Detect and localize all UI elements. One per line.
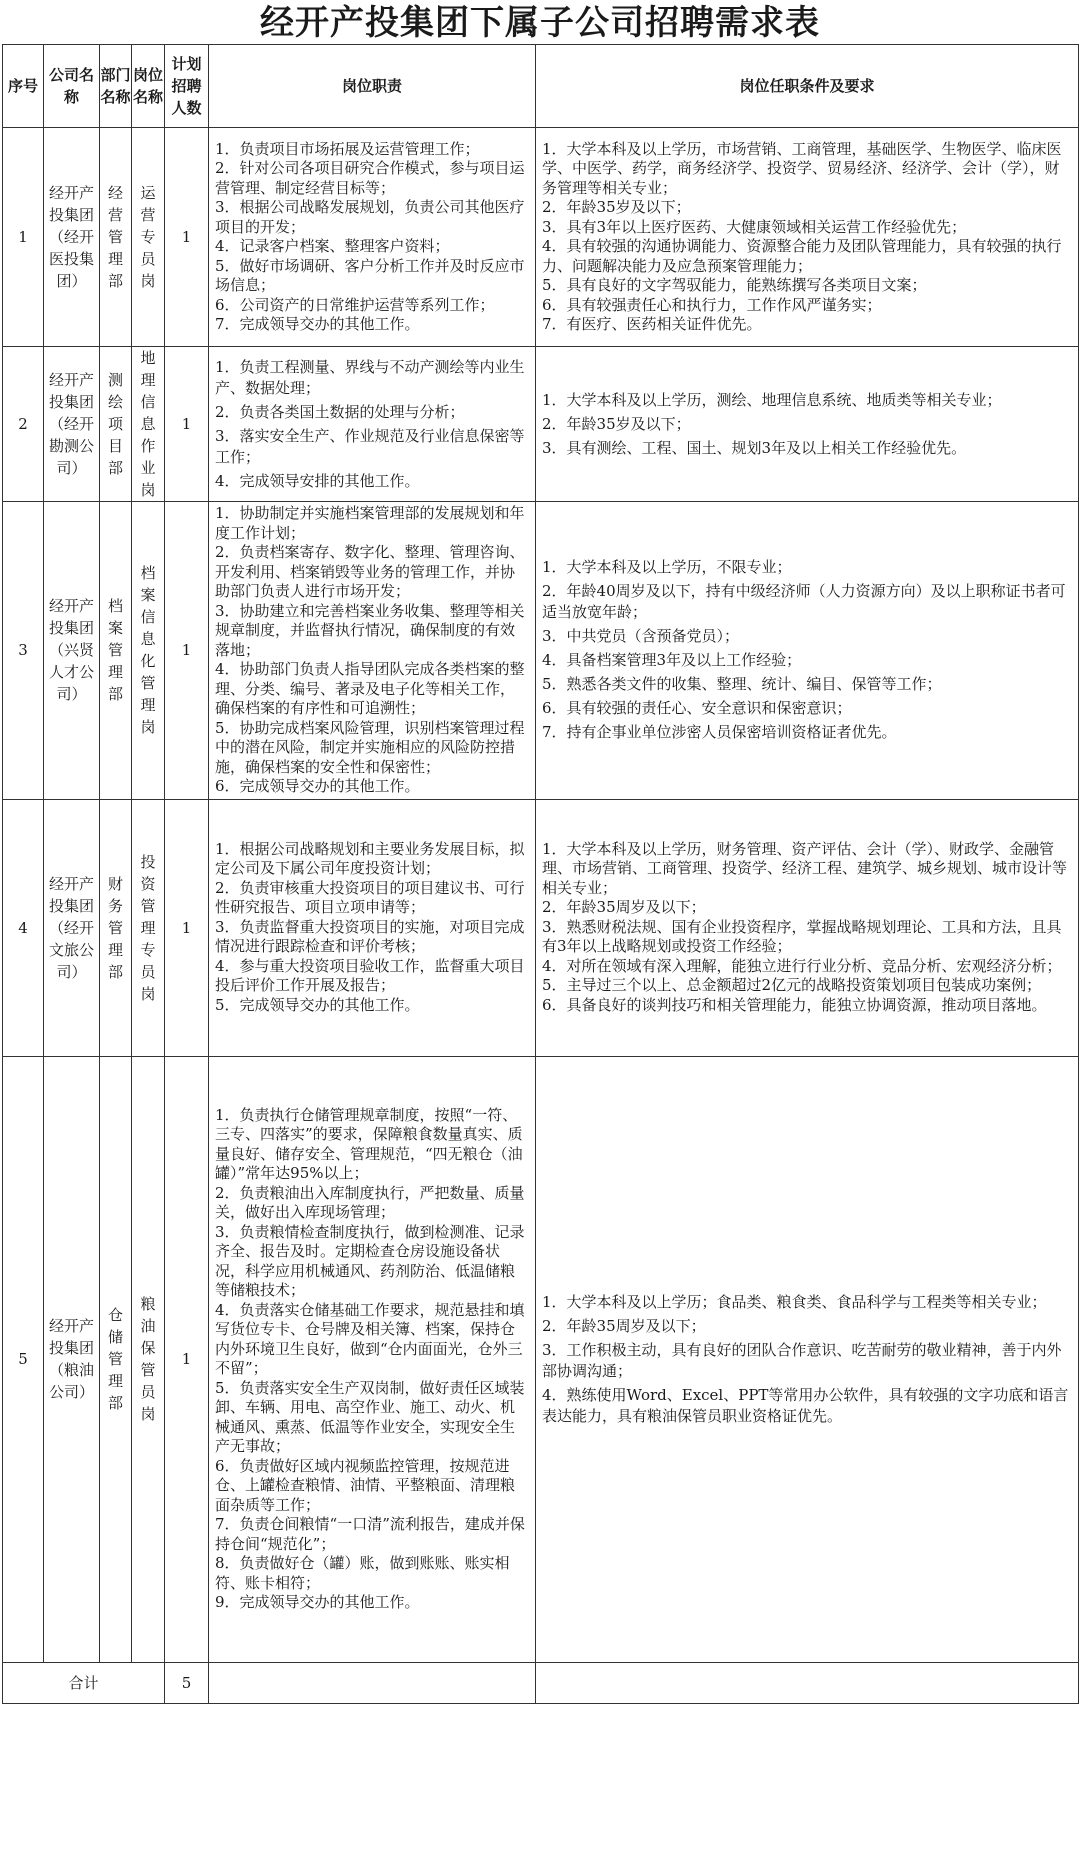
duty-item: 2．负责档案寄存、数字化、整理、管理咨询、开发利用、档案销毁等业务的管理工作，并协助部门负责人进行市场开发； [215, 543, 525, 600]
req-item: 2．年龄35岁及以下； [542, 414, 691, 433]
req-item: 5．熟悉各类文件的收集、整理、统计、编目、保管等工作； [542, 675, 942, 694]
req-item: 6．具有较强的责任心、安全意识和保密意识； [542, 699, 852, 718]
req-item: 4．具备档案管理3年及以上工作经验； [542, 651, 802, 670]
duty-item: 5．协助完成档案风险管理，识别档案管理过程中的潜在风险，制定并实施相应的风险防控措施，确保档案的安全性和保密性； [215, 718, 525, 776]
total-label: 合计 [3, 1662, 165, 1703]
duty-item: 3．协助建立和完善档案业务收集、整理等相关规章制度，并监督执行情况，确保制度的有效落地； [215, 601, 525, 659]
req-item: 1．大学本科及以上学历，不限专业； [542, 558, 792, 577]
row-duties [209, 347, 536, 502]
duty-item: 4．负责落实仓储基础工作要求，规范悬挂和填写货位专卡、仓号牌及相关簿、档案，保持仓内外环境卫生良好，做到“仓内面面光，仓外三不留”； [215, 1300, 525, 1377]
row-seq: 5 [3, 1056, 44, 1662]
header-duties: 岗位职责 [209, 45, 536, 128]
row-reqs [536, 128, 1079, 347]
row-company: 经开产投集团（经开勘测公司） [44, 347, 100, 502]
req-item: 3．熟悉财税法规、国有企业投资程序，掌握战略规划理论、工具和方法，且具有3年以上战略规划或投资工作经验； [542, 917, 1062, 956]
header-row [3, 45, 1079, 128]
row-post: 投资管理专员岗 [132, 799, 165, 1056]
row-reqs [536, 347, 1079, 502]
header-count: 计划招聘人数 [165, 45, 209, 128]
req-item: 5．具有良好的文字驾驭能力，能熟练撰写各类项目文案； [542, 276, 927, 294]
row-reqs [536, 799, 1079, 1056]
duty-item: 1．负责工程测量、界线与不动产测绘等内业生产、数据处理； [215, 357, 525, 397]
duty-item: 5．做好市场调研、客户分析工作并及时反应市场信息； [215, 256, 525, 294]
total-row [3, 1662, 1079, 1703]
row-dept: 仓储管理部 [100, 1056, 132, 1662]
duty-item: 2．针对公司各项目研究合作模式，参与项目运营管理、制定经营目标等； [215, 159, 525, 197]
req-item: 7．持有企事业单位涉密人员保密培训资格证者优先。 [542, 723, 897, 742]
row-seq: 3 [3, 502, 44, 800]
duty-item: 5．负责落实安全生产双岗制，做好责任区域装卸、车辆、用电、高空作业、施工、动火、机械通风、熏蒸、低温等作业安全，实现安全生产无事故； [215, 1378, 525, 1455]
row-company: 经开产投集团（经开文旅公司） [44, 799, 100, 1056]
req-item: 1．大学本科及以上学历，测绘、地理信息系统、地质类等相关专业； [542, 390, 1002, 409]
req-item: 2．年龄35周岁及以下； [542, 898, 706, 917]
table-row [3, 799, 1079, 1056]
req-item: 5．主导过三个以上、总金额超过2亿元的战略投资策划项目包装成功案例； [542, 976, 1042, 995]
row-count: 1 [165, 502, 209, 800]
row-dept: 经营管理部 [100, 128, 132, 347]
row-reqs [536, 1056, 1079, 1662]
req-item: 3．具有3年以上医疗医药、大健康领域相关运营工作经验优先； [542, 217, 967, 236]
row-company: 经开产投集团（粮油公司） [44, 1056, 100, 1662]
duty-item: 9．完成领导交办的其他工作。 [215, 1593, 420, 1611]
duty-item: 1．负责执行仓储管理规章制度，按照“一符、三专、四落实”的要求，保障粮食数量真实、质量良好、储存安全、管理规范，“四无粮仓（油罐）”常年达95%以上； [215, 1105, 523, 1182]
table-row [3, 502, 1079, 800]
duty-item: 7．完成领导交办的其他工作。 [215, 315, 420, 333]
req-item: 6．具备良好的谈判技巧和相关管理能力，能独立协调资源，推动项目落地。 [542, 995, 1047, 1014]
document-title: 经开产投集团下属子公司招聘需求表 [260, 3, 820, 43]
header-company: 公司名称 [44, 45, 100, 128]
duty-item: 4．参与重大投资项目验收工作，监督重大项目投后评价工作开展及报告； [215, 956, 525, 995]
row-post: 运营专员岗 [132, 128, 165, 347]
total-count: 5 [165, 1662, 209, 1703]
table-row [3, 128, 1079, 347]
duty-item: 3．负责粮情检查制度执行，做到检测准、记录齐全、报告及时。定期检查仓房设施设备状况，科学应用机械通风、药剂防治、低温储粮等储粮技术； [215, 1222, 525, 1299]
duty-item: 6．完成领导交办的其他工作。 [215, 777, 420, 795]
row-dept: 档案管理部 [100, 502, 132, 800]
req-item: 2．年龄35周岁及以下； [542, 1316, 706, 1335]
row-duties [209, 128, 536, 347]
row-post: 档案信息化管理岗 [132, 502, 165, 800]
duty-item: 3．根据公司战略发展规划，负责公司其他医疗项目的开发； [215, 198, 525, 236]
header-reqs: 岗位任职条件及要求 [536, 45, 1079, 128]
duty-item: 2．负责粮油出入库制度执行，严把数量、质量关，做好出入库现场管理； [215, 1183, 525, 1221]
duty-item: 1．负责项目市场拓展及运营管理工作； [215, 139, 480, 158]
duty-item: 4．完成领导安排的其他工作。 [215, 471, 420, 490]
row-post: 粮油保管员岗 [132, 1056, 165, 1662]
header-post: 岗位名称 [132, 45, 165, 128]
req-item: 2．年龄35岁及以下； [542, 198, 691, 216]
duty-item: 2．负责各类国土数据的处理与分析； [215, 402, 465, 421]
duty-item: 6．负责做好区域内视频监控管理，按规范进仓、上罐检查粮情、油情、平整粮面、清理粮面杂质等工作； [215, 1456, 516, 1514]
req-item: 3．中共党员（含预备党员）； [542, 627, 740, 646]
duty-item: 8．负责做好仓（罐）账，做到账账、账实相符、账卡相符； [215, 1554, 510, 1592]
total-empty-duties [209, 1662, 536, 1703]
total-empty-reqs [536, 1662, 1079, 1703]
duty-item: 3．负责监督重大投资项目的实施，对项目完成情况进行跟踪检查和评价考核； [215, 917, 525, 956]
duty-item: 4．协助部门负责人指导团队完成各类档案的整理、分类、编号、著录及电子化等相关工作，确保档案的有序性和可追溯性； [215, 660, 525, 717]
duty-item: 5．完成领导交办的其他工作。 [215, 995, 420, 1014]
row-count: 1 [165, 347, 209, 502]
header-seq: 序号 [3, 45, 44, 128]
req-item: 3．工作积极主动，具有良好的团队合作意识、吃苦耐劳的敬业精神，善于内外部协调沟通； [542, 1340, 1062, 1380]
row-seq: 4 [3, 799, 44, 1056]
row-duties [209, 502, 536, 800]
row-post: 地理信息作业岗 [132, 347, 165, 502]
req-item: 7．有医疗、医药相关证件优先。 [542, 315, 762, 333]
row-dept: 财务管理部 [100, 799, 132, 1056]
req-item: 3．具有测绘、工程、国土、规划3年及以上相关工作经验优先。 [542, 438, 967, 457]
row-seq: 2 [3, 347, 44, 502]
duty-item: 6．公司资产的日常维护运营等系列工作； [215, 295, 495, 314]
duty-item: 7．负责仓间粮情“一口清”流利报告，建成并保持仓间“规范化”； [215, 1515, 525, 1553]
row-count: 1 [165, 799, 209, 1056]
table-row [3, 1056, 1079, 1662]
duty-item: 3．落实安全生产、作业规范及行业信息保密等工作； [215, 426, 525, 466]
req-item: 1．大学本科及以上学历；食品类、粮食类、食品科学与工程类等相关专业； [542, 1292, 1047, 1311]
row-company: 经开产投集团（经开医投集团） [44, 128, 100, 347]
req-item: 4．具有较强的沟通协调能力、资源整合能力及团队管理能力，具有较强的执行力、问题解决能力及应急预案管理能力； [542, 237, 1062, 275]
req-item: 1．大学本科及以上学历，市场营销、工商管理，基础医学、生物医学、临床医学、中医学、药学，商务经济学、投资学、贸易经济、经济学、会计（学），财务管理等相关专业； [542, 139, 1062, 197]
row-reqs [536, 502, 1079, 800]
req-item: 4．熟练使用Word、Excel、PPT等常用办公软件，具有较强的文字功底和语言表达能力，具有粮油保管员职业资格证优先。 [542, 1385, 1069, 1425]
row-count: 1 [165, 128, 209, 347]
header-dept: 部门名称 [100, 45, 132, 128]
row-seq: 1 [3, 128, 44, 347]
req-item: 2．年龄40周岁及以下，持有中级经济师（人力资源方向）及以上职称证书者可适当放宽年龄； [542, 582, 1066, 622]
duty-item: 1．根据公司战略规划和主要业务发展目标，拟定公司及下属公司年度投资计划； [215, 839, 525, 878]
table-row [3, 347, 1079, 502]
row-duties [209, 799, 536, 1056]
req-item: 1．大学本科及以上学历，财务管理、资产评估、会计（学）、财政学、金融管理、市场营销、工商管理、投资学、经济工程、建筑学、城乡规划、城市设计等相关专业； [542, 839, 1068, 897]
recruitment-table [2, 44, 1079, 1704]
duty-item: 2．负责审核重大投资项目的项目建议书、可行性研究报告、项目立项申请等； [215, 878, 525, 917]
req-item: 4．对所在领域有深入理解，能独立进行行业分析、竞品分析、宏观经济分析； [542, 956, 1062, 975]
req-item: 6．具有较强责任心和执行力，工作作风严谨务实； [542, 295, 882, 314]
row-duties [209, 1056, 536, 1662]
duty-item: 1．协助制定并实施档案管理部的发展规划和年度工作计划； [215, 504, 525, 542]
row-dept: 测绘项目部 [100, 347, 132, 502]
row-count: 1 [165, 1056, 209, 1662]
duty-item: 4．记录客户档案、整理客户资料； [215, 237, 450, 255]
row-company: 经开产投集团（兴贤人才公司） [44, 502, 100, 800]
